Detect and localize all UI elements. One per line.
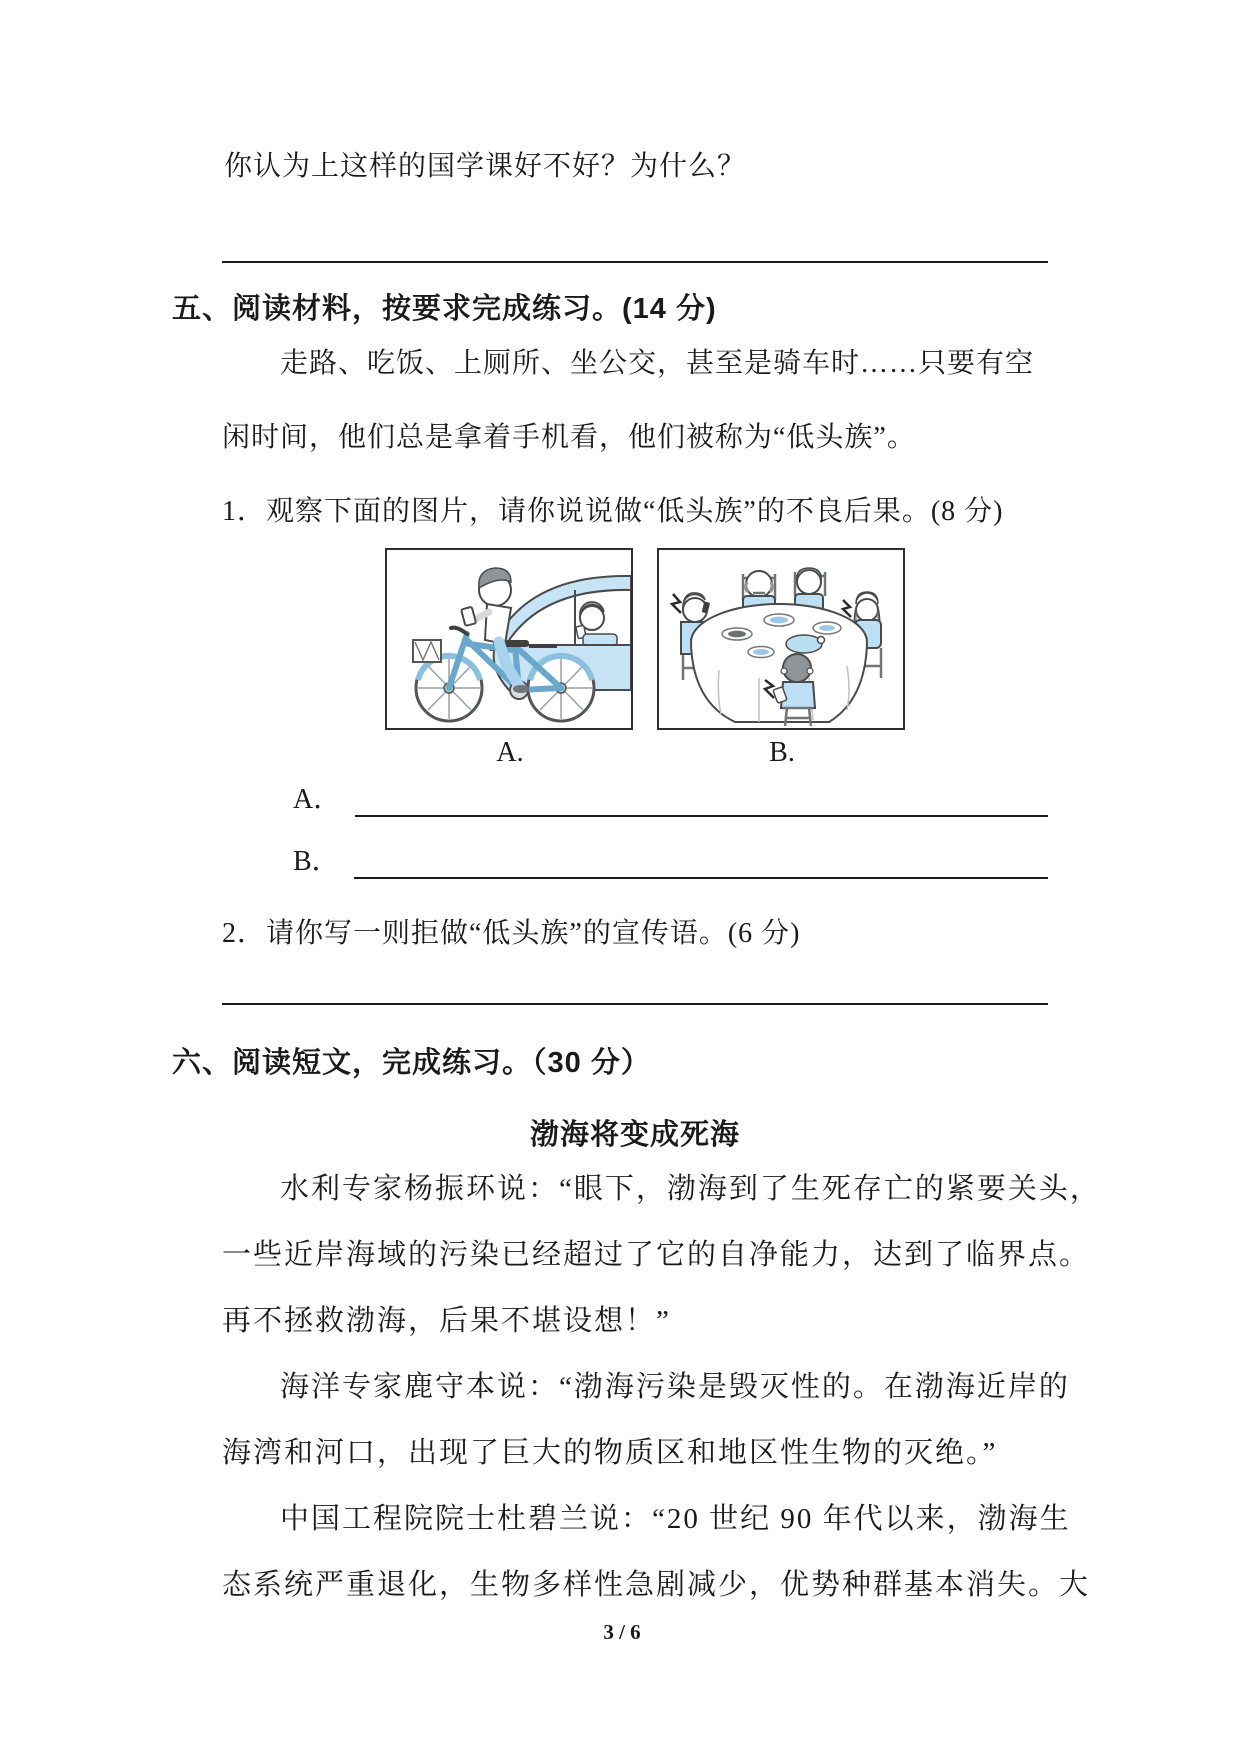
essay-line-6: 中国工程院院士杜碧兰说：“20 世纪 90 年代以来，渤海生 — [280, 1503, 1071, 1535]
picture-a-caption: A. — [496, 737, 524, 768]
answer-a-label: A． — [293, 784, 342, 815]
essay-line-4: 海洋专家鹿守本说：“渤海污染是毁灭性的。在渤海近岸的 — [280, 1371, 1070, 1403]
question2-blank-line — [222, 1003, 1048, 1005]
question1-text: 1．观察下面的图片，请你说说做“低头族”的不良后果。(8 分) — [222, 496, 1004, 527]
section5-heading: 五、阅读材料，按要求完成练习。(14 分) — [172, 293, 717, 325]
essay-line-1: 水利专家杨振环说：“眼下，渤海到了生死存亡的紧要关头， — [280, 1173, 1101, 1205]
question2-text: 2．请你写一则拒做“低头族”的宣传语。(6 分) — [222, 918, 801, 949]
dinner-phone-illustration — [659, 550, 903, 728]
section5-passage-line1: 走路、吃饭、上厕所、坐公交，甚至是骑车时……只要有空 — [280, 348, 1035, 379]
answer-blank-line — [222, 261, 1048, 263]
essay-line-5: 海湾和河口，出现了巨大的物质区和地区性生物的灭绝。” — [222, 1437, 998, 1469]
page-number: 3 / 6 — [603, 1620, 641, 1644]
section6-heading: 六、阅读短文，完成练习。（30 分） — [172, 1047, 651, 1079]
section5-passage-line2: 闲时间，他们总是拿着手机看，他们被称为“低头族”。 — [222, 422, 916, 453]
answer-a-blank-line — [355, 785, 1048, 817]
essay-title: 渤海将变成死海 — [529, 1119, 740, 1151]
picture-b-box — [657, 548, 905, 730]
essay-line-3: 再不拯救渤海，后果不堪设想！” — [222, 1305, 671, 1337]
picture-a-box — [385, 548, 633, 730]
answer-row-b — [293, 845, 1048, 879]
essay-line-7: 态系统严重退化，生物多样性急剧减少，优势种群基本消失。大 — [222, 1569, 1091, 1601]
picture-b-caption: B. — [769, 737, 795, 768]
answer-row-a — [293, 783, 1048, 817]
intro-question-text: 你认为上这样的国学课好不好？为什么？ — [224, 151, 747, 182]
essay-line-2: 一些近岸海域的污染已经超过了它的自净能力，达到了临界点。 — [222, 1239, 1091, 1271]
answer-b-label: B． — [293, 846, 340, 877]
answer-b-blank-line — [354, 847, 1048, 879]
bike-phone-illustration — [387, 550, 631, 728]
